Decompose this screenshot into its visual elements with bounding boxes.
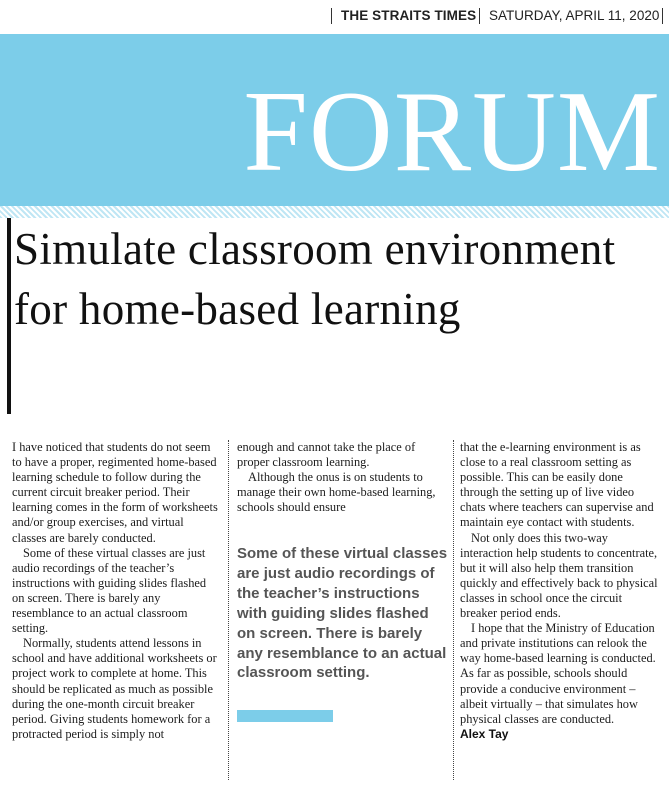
publication-name: THE STRAITS TIMES: [341, 8, 477, 23]
article-column-3: [460, 440, 660, 742]
column-divider: [228, 440, 229, 780]
paragraph: that the e-learning environment is as close to a real classroom setting as possible. This can be easily done through the setting up of live video chats where teachers can supervise and maintain eye contact with students.: [460, 440, 654, 530]
masthead: [0, 0, 669, 34]
section-banner: [0, 34, 669, 206]
hatched-divider: [0, 206, 669, 218]
pull-quote: Some of these virtual classes are just audio recordings of the teacher’s instructions with guiding slides flashed on screen. There is barely any resemblance to an actual classroom setting.: [237, 545, 448, 682]
article-column-1: [12, 440, 220, 742]
section-title: FORUM: [243, 68, 661, 196]
paragraph: Normally, students attend lessons in school and have additional worksheets or project work to complete at home. This should be replicated as much as possible during the one-month circuit breaker period. Giving students homework for a protracted period is simply not: [12, 636, 217, 741]
masthead-divider: [331, 8, 332, 24]
article-column-2: [237, 440, 449, 515]
publication-date: SATURDAY, APRIL 11, 2020: [489, 8, 660, 23]
article-headline: Simulate classroom environment for home-based learning: [14, 224, 616, 334]
author-byline: Alex Tay: [460, 726, 509, 741]
paragraph: Some of these virtual classes are just audio recordings of the teacher’s instructions with guiding slides flashed on screen. There is barely any resemblance to an actual classroom setting.: [12, 545, 207, 636]
masthead-divider: [479, 8, 480, 24]
pull-quote-bar: [237, 710, 333, 722]
paragraph: I hope that the Ministry of Education and private institutions can relook the way home-based learning is conducted. As far as possible, schools should provide a conducive environment – albeit virtually – that simulates how physical classes are conducted.: [460, 621, 656, 726]
paragraph: Although the onus is on students to manage their own home-based learning, schools should ensure: [237, 470, 436, 515]
paragraph: Not only does this two-way interaction help students to concentrate, but it will also help them transition quickly and effectively back to physical classes in school once the circuit breaker period ends.: [460, 530, 658, 621]
masthead-divider: [662, 8, 663, 24]
column-divider: [453, 440, 454, 780]
paragraph: I have noticed that students do not seem to have a proper, regimented home-based learning schedule to follow during the current circuit breaker period. Their learning comes in the form of worksheets and/or group exercises, and virtual classes are barely conducted.: [12, 440, 218, 545]
paragraph: enough and cannot take the place of proper classroom learning.: [237, 440, 416, 470]
headline-rule: [7, 218, 11, 414]
